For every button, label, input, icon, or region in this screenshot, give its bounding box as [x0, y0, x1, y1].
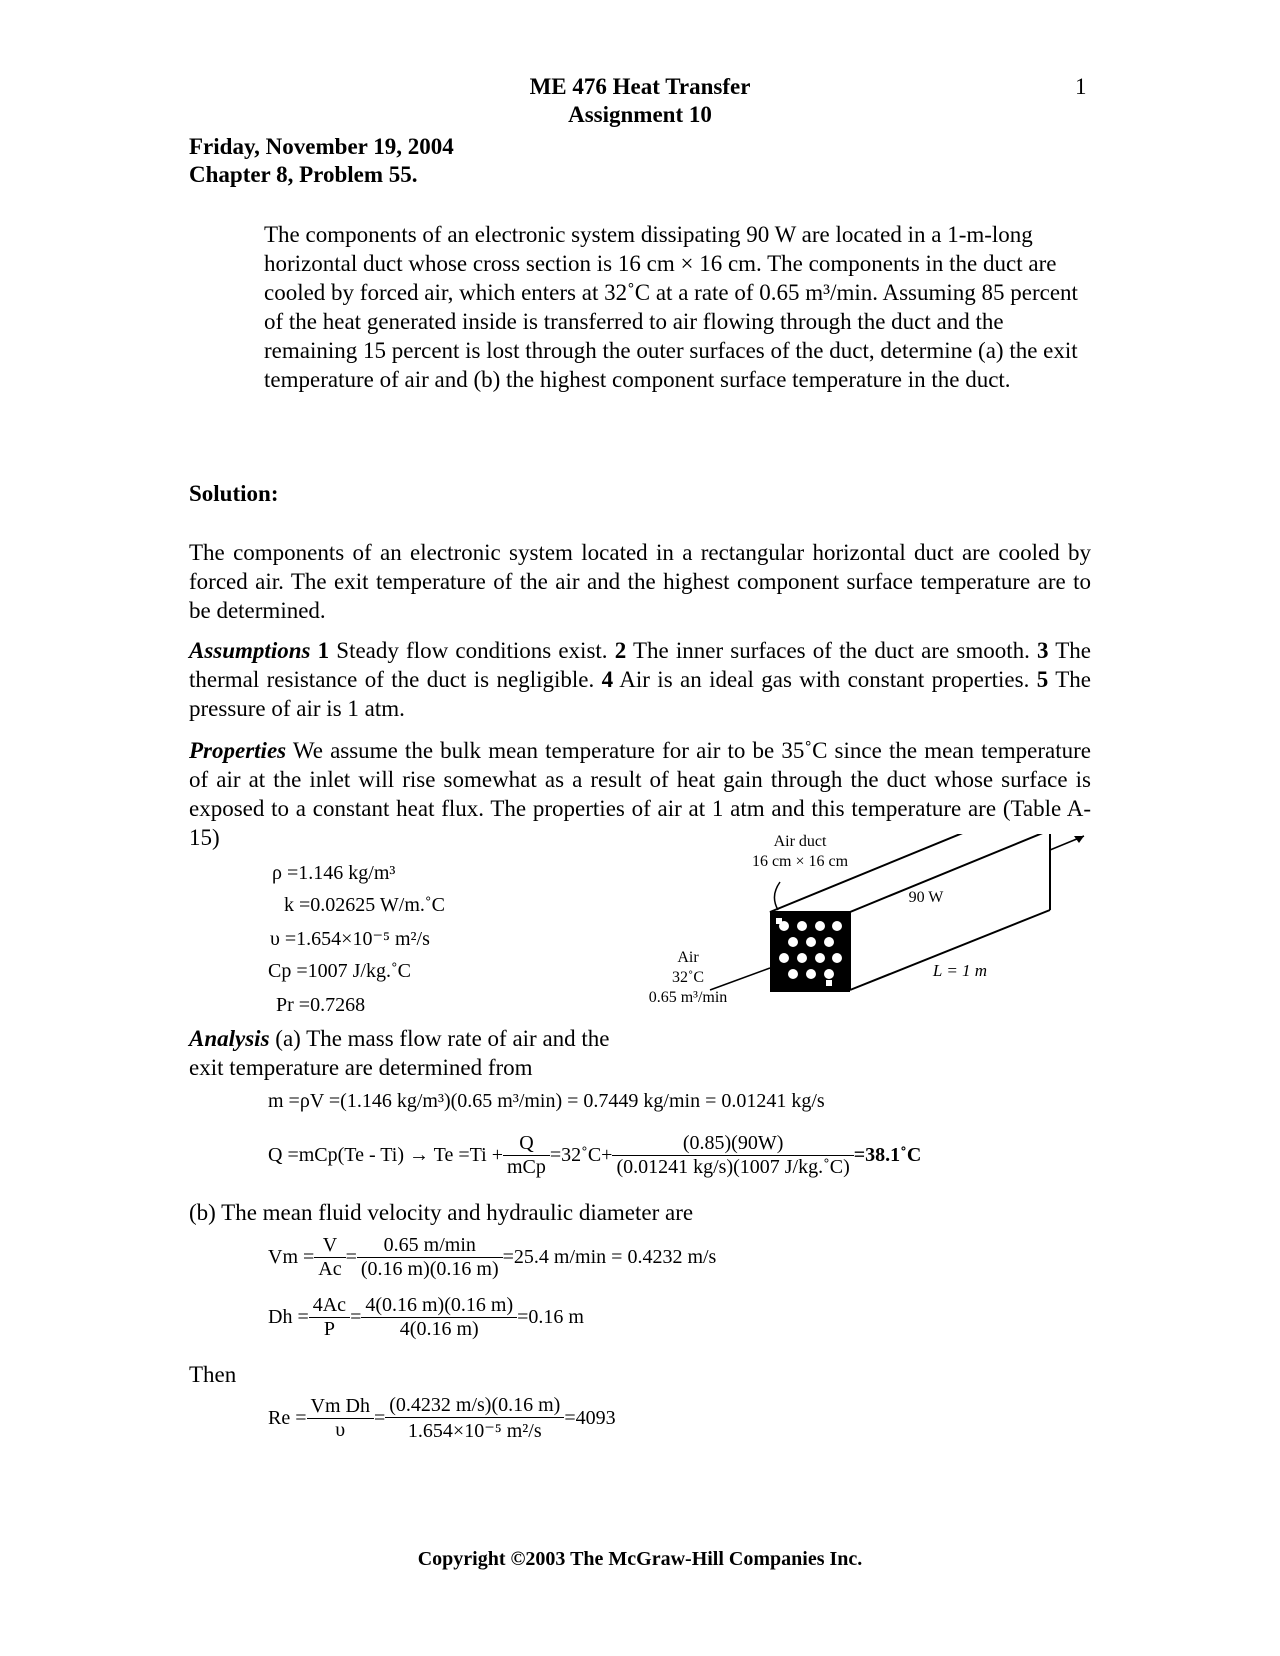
eq-q-fraction-1: [503, 1132, 550, 1179]
dh-lhs: Dh =: [268, 1306, 309, 1328]
assumption-text: Air is an ideal gas with constant properties.: [613, 667, 1037, 692]
assignment-title: Assignment 10: [568, 102, 712, 127]
date-line: Friday, November 19, 2004: [189, 134, 454, 159]
part-a-label: (a): [275, 1026, 301, 1051]
assumption-number: 3: [1037, 638, 1049, 663]
fraction-numerator: (0.4232 m/s)(0.16 m): [385, 1394, 564, 1418]
fraction-numerator: (0.85)(90W): [612, 1132, 853, 1156]
solution-intro: The components of an electronic system located in a rectangular horizontal duct are cooled by forced air. The exit temperature of the air and the highest component surface temperature are to be determined.: [189, 540, 1091, 623]
vm-fraction-2: [357, 1234, 503, 1281]
re-fraction-2: [385, 1394, 564, 1443]
dh-fraction-2: [361, 1294, 517, 1341]
fraction-numerator: Q: [503, 1132, 550, 1156]
inlet-temp-label: 32˚C: [672, 969, 704, 986]
assumption-number: 4: [601, 667, 614, 692]
power-label: 90 W: [908, 889, 944, 906]
duct-size-label: 16 cm × 16 cm: [751, 853, 849, 870]
inlet-air-label: Air: [677, 949, 699, 966]
dh-result: =0.16 m: [517, 1306, 584, 1328]
assumption-text: The inner surfaces of the duct are smooth.: [626, 638, 1038, 663]
chapter-line: Chapter 8, Problem 55.: [189, 162, 418, 187]
assumption-text: The pressure of air is 1 atm.: [189, 667, 1091, 721]
vm-result: =25.4 m/min = 0.4232 m/s: [502, 1246, 717, 1268]
properties-text: We assume the bulk mean temperature for air to be 35˚C since the mean temperature of air at the inlet will rise somewhat as a result of heat gain through the duct whose surface is exposed to a constant heat flux. The properties of air at 1 atm and this temperature are (Table A-15): [189, 738, 1091, 850]
fraction-denominator: υ: [335, 1419, 346, 1441]
re-lhs: Re =: [268, 1407, 307, 1429]
copyright-footer: Copyright ©2003 The McGraw-Hill Companies Inc.: [417, 1548, 863, 1570]
property-nu: υ =1.654×10⁻⁵ m²/s: [270, 928, 430, 950]
fraction-numerator: 4Ac: [309, 1294, 350, 1318]
inlet-arrow: [710, 968, 770, 990]
eq-q-left: Q =mCp(Te - Ti) → Te =Ti +: [268, 1144, 503, 1166]
analysis-label: Analysis: [189, 1026, 270, 1051]
fraction-numerator: Vm Dh: [307, 1395, 374, 1419]
property-pr: Pr =0.7268: [276, 994, 366, 1016]
assumption-number: 5: [1036, 667, 1049, 692]
analysis-paragraph: [189, 1024, 639, 1082]
equation-mean-velocity: Vm = $\frac{V}{Ac}$ = $\frac{0.65 m/\min}{(0.16 m)(0.16 m)}$ =25.4 m/min = 0.4232 m/s: [268, 1234, 717, 1280]
fraction-denominator: (0.01241 kg/s)(1007 J/kg.˚C): [616, 1156, 850, 1178]
property-cp: Cp =1007 J/kg.˚C: [268, 960, 411, 982]
equation-hydraulic-diameter: Dh = $\frac{4Ac}{P}$ = $\frac{4(0.16 m)(0.16 m)}{4(0.16 m)}$ =0.16 m: [268, 1294, 584, 1340]
duct-diagram: [630, 834, 1100, 1034]
assumptions-paragraph: [189, 636, 1091, 723]
page-number: 1: [1075, 74, 1087, 99]
then-text: Then: [189, 1362, 237, 1387]
length-label: L = 1 m: [932, 961, 988, 980]
eq-q-fraction-2: [612, 1132, 853, 1179]
eq-q-result: =38.1˚C: [853, 1144, 922, 1166]
fraction-denominator: P: [323, 1318, 335, 1340]
assumption-number: 2: [614, 638, 627, 663]
fraction-numerator: V: [314, 1234, 345, 1258]
assumption-number: 1: [317, 638, 330, 663]
dh-fraction-1: [309, 1294, 350, 1341]
equation-exit-temp: [268, 1132, 921, 1179]
duct-label: Air duct: [773, 834, 827, 850]
part-b-paragraph: [189, 1198, 693, 1227]
fraction-numerator: 4(0.16 m)(0.16 m): [361, 1294, 517, 1318]
problem-statement: The components of an electronic system dissipating 90 W are located in a 1-m-long horizontal duct whose cross section is 16 cm × 16 cm. The components in the duct are cooled by forced air, which enters at 32˚C at a rate of 0.65 m³/min. Assuming 85 percent of the heat generated inside is transferred to air flowing through the duct and the remaining 15 percent is lost through the outer surfaces of the duct, determine (a) the exit temperature of air and (b) the highest component surface temperature in the duct.: [264, 222, 1078, 392]
fraction-denominator: Ac: [318, 1258, 342, 1280]
equation-mass-flow: m =ρV =(1.146 kg/m³)(0.65 m³/min) = 0.7449 kg/min = 0.01241 kg/s: [268, 1090, 825, 1112]
assumptions-label: Assumptions: [189, 638, 311, 663]
vm-fraction-1: [314, 1234, 345, 1281]
vm-lhs: Vm =: [268, 1246, 315, 1268]
part-b-text: The mean fluid velocity and hydraulic diameter are: [215, 1200, 694, 1225]
eq-q-mid: =32˚C+: [549, 1144, 613, 1166]
equation-reynolds: Re = $\frac{\text{Vm Dh}}{\upsilon}$ = $\frac{(0.4232 m/s)(0.16 m)}{\text{1.654×10⁻⁵ m²/s}}$ =4093: [268, 1394, 616, 1442]
fraction-denominator: (0.16 m)(0.16 m): [360, 1258, 499, 1280]
fraction-denominator: mCp: [506, 1156, 546, 1178]
assumption-text: Steady flow conditions exist.: [329, 638, 615, 663]
properties-label: Properties: [189, 738, 287, 763]
re-fraction-1: [307, 1395, 374, 1442]
property-k: k =0.02625 W/m.˚C: [284, 894, 445, 916]
assumption-text: The thermal resistance of the duct is negligible.: [189, 638, 1092, 692]
fraction-denominator: 4(0.16 m): [399, 1318, 479, 1340]
property-rho: ρ =1.146 kg/m³: [272, 862, 396, 884]
fraction-numerator: 0.65 m/min: [357, 1234, 503, 1258]
course-title: ME 476 Heat Transfer: [529, 74, 751, 99]
part-b-label: (b): [189, 1200, 216, 1225]
analysis-text: The mass flow rate of air and the exit temperature are determined from: [189, 1026, 610, 1080]
duct-label-leader: [774, 882, 780, 910]
re-result: =4093: [564, 1407, 616, 1429]
fraction-denominator: 1.654×10⁻⁵ m²/s: [407, 1420, 542, 1442]
inlet-flow-label: 0.65 m³/min: [648, 989, 728, 1006]
solution-heading: Solution:: [189, 481, 279, 506]
